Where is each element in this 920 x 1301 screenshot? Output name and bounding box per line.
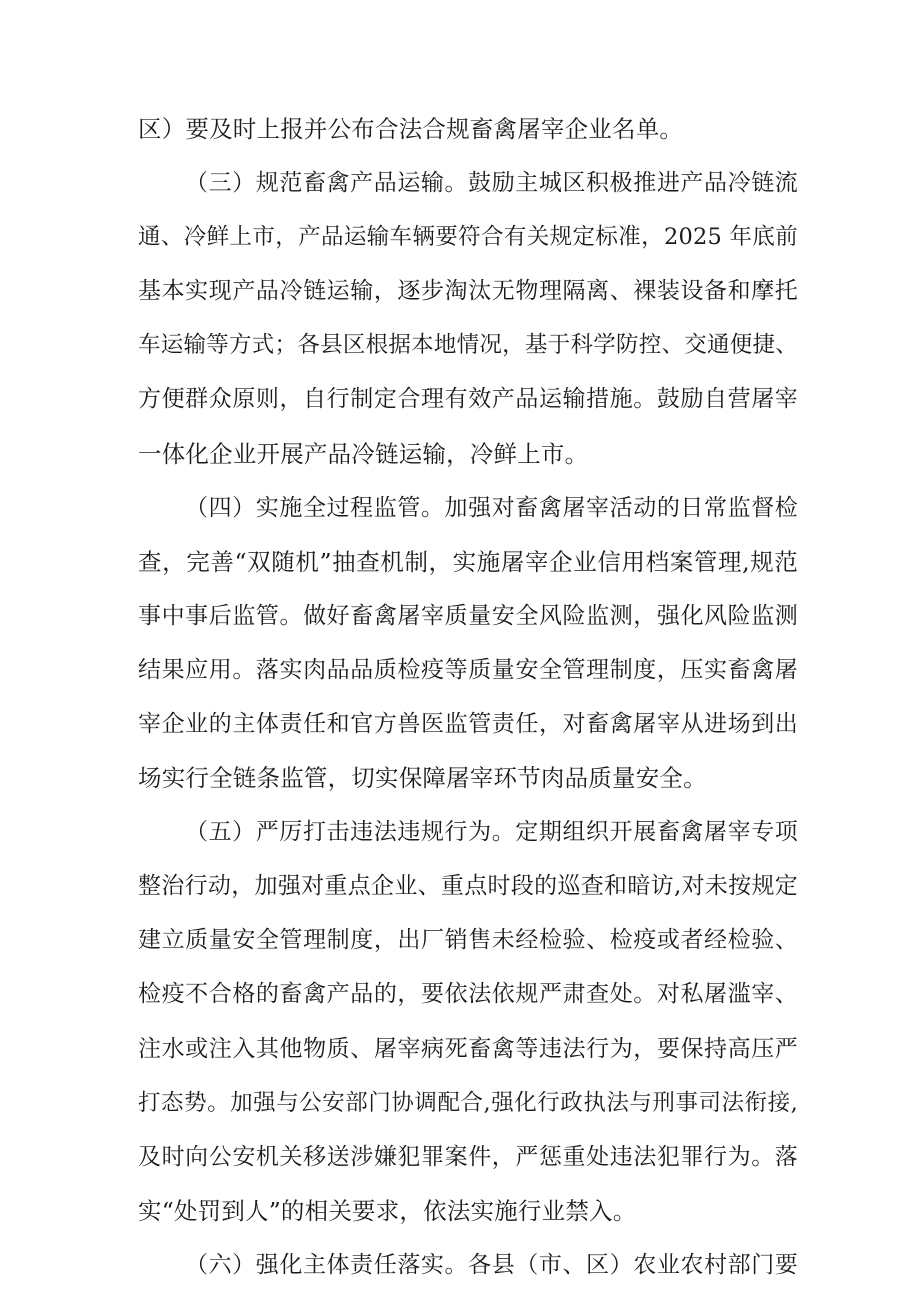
paragraph-line: （四）实施全过程监管。加强对畜禽屠宰活动的日常监督检 bbox=[185, 495, 798, 521]
paragraph-line: 方便群众原则，自行制定合理有效产品运输措施。鼓励自营屠宰 bbox=[138, 386, 798, 412]
paragraph-line: 结果应用。落实肉品品质检疫等质量安全管理制度，压实畜禽屠 bbox=[138, 657, 798, 683]
paragraph-line: 基本实现产品冷链运输，逐步淘汰无物理隔离、裸装设备和摩托 bbox=[138, 278, 798, 304]
paragraph-line: 车运输等方式；各县区根据本地情况，基于科学防控、交通便捷、 bbox=[138, 332, 798, 358]
paragraph-line: 一体化企业开展产品冷链运输，冷鲜上市。 bbox=[138, 440, 589, 468]
paragraph-line: 宰企业的主体责任和官方兽医监管责任，对畜禽屠宰从进场到出 bbox=[138, 711, 798, 737]
paragraph-line: 打态势。加强与公安部门协调配合,强化行政执法与刑事司法衔接, bbox=[138, 1090, 798, 1116]
paragraph-line: （三）规范畜禽产品运输。鼓励主城区积极推进产品冷链流 bbox=[185, 170, 798, 196]
paragraph-line: 注水或注入其他物质、屠宰病死畜禽等违法行为，要保持高压严 bbox=[138, 1036, 798, 1062]
paragraph-line: 及时向公安机关移送涉嫌犯罪案件，严惩重处违法犯罪行为。落 bbox=[138, 1144, 798, 1170]
paragraph-line: （六）强化主体责任落实。各县（市、区）农业农村部门要 bbox=[185, 1252, 798, 1278]
paragraph-line: （五）严厉打击违法违规行为。定期组织开展畜禽屠宰专项 bbox=[185, 819, 798, 845]
paragraph-line: 检疫不合格的畜禽产品的，要依法依规严肃查处。对私屠滥宰、 bbox=[138, 981, 798, 1007]
paragraph-line: 查，完善“双随机”抽查机制，实施屠宰企业信用档案管理,规范 bbox=[138, 548, 798, 576]
paragraph-line: 场实行全链条监管，切实保障屠宰环节肉品质量安全。 bbox=[138, 764, 707, 792]
paragraph-line: 通、冷鲜上市，产品运输车辆要符合有关规定标准，2025 年底前 bbox=[138, 224, 798, 250]
paragraph-line: 建立质量安全管理制度，出厂销售未经检验、检疫或者经检验、 bbox=[138, 927, 798, 953]
paragraph-line: 实“处罚到人”的相关要求，依法实施行业禁入。 bbox=[138, 1197, 637, 1225]
paragraph-line: 整治行动，加强对重点企业、重点时段的巡查和暗访,对未按规定 bbox=[138, 873, 798, 899]
paragraph-line: 事中事后监管。做好畜禽屠宰质量安全风险监测，强化风险监测 bbox=[138, 603, 798, 629]
paragraph-line: 区）要及时上报并公布合法合规畜禽屠宰企业名单。 bbox=[138, 115, 684, 143]
